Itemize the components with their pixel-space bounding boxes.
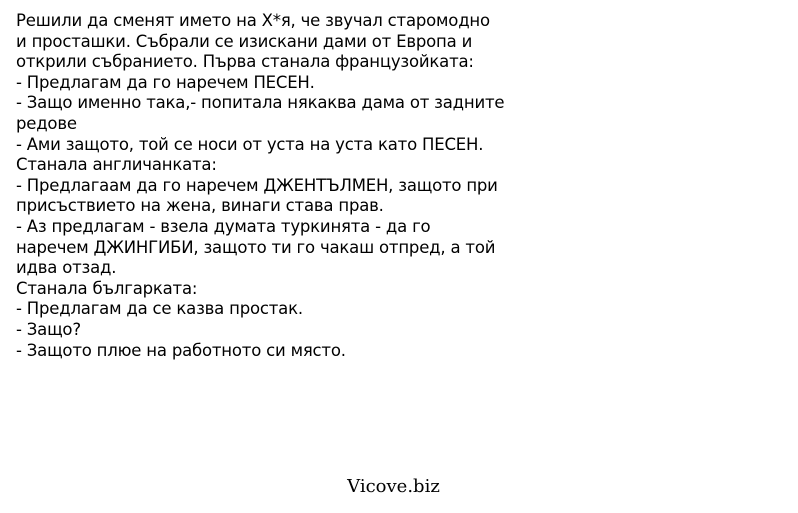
joke-line: идва отзад.: [16, 258, 117, 278]
joke-line: - Предлагаам да го наречем ДЖЕНТЪЛМЕН, защото при: [16, 175, 498, 195]
joke-line: и просташки. Събрали се изискани дами от Европа и: [16, 31, 473, 51]
joke-line: Решили да сменят името на Х*я, че звучал старомодно: [16, 11, 490, 30]
joke-line: открили събранието. Първа станала французойката:: [16, 52, 474, 72]
joke-line: присъствието на жена, винаги става прав.: [16, 196, 384, 216]
joke-line: - Защо именно така,- попитала някаква дама от задните: [16, 93, 505, 113]
joke-line: - Предлагам да се казва простак.: [16, 299, 303, 319]
joke-text: [16, 11, 586, 361]
joke-line: наречем ДЖИНГИБИ, защото ти го чакаш отпред, а той: [16, 237, 496, 257]
joke-line: - Защо?: [16, 319, 81, 339]
joke-line: - Аз предлагам - взела думата туркинята - да го: [16, 216, 431, 236]
joke-line: редове: [16, 113, 77, 133]
joke-line: - Предлагам да го наречем ПЕСЕН.: [16, 72, 315, 92]
joke-line: Станала българката:: [16, 278, 198, 298]
joke-line: - Ами защото, той се носи от уста на уста като ПЕСЕН.: [16, 134, 484, 154]
site-watermark: Vicove.biz: [347, 476, 440, 497]
joke-line: - Защото плюе на работното си място.: [16, 340, 346, 360]
joke-line: Станала англичанката:: [16, 155, 217, 175]
